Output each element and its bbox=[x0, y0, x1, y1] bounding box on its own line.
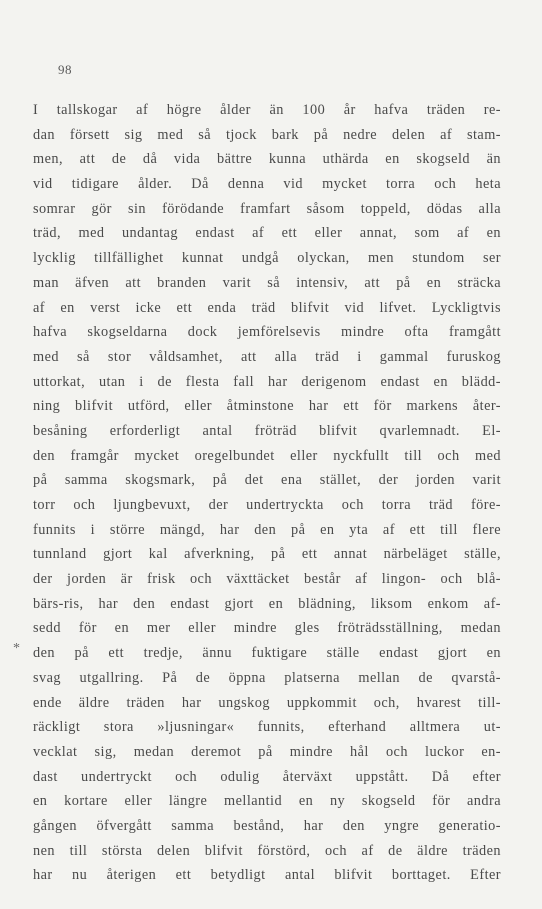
text-line: nen till största delen blifvit förstörd, och af de äldre träden bbox=[33, 842, 501, 859]
text-line: sedd för en mer eller mindre gles fröträdsställning, medan bbox=[33, 620, 501, 637]
text-line: gången öfvergått samma bestånd, har den yngre generatio- bbox=[33, 817, 501, 834]
text-line: den på ett tredje, ännu fuktigare ställe endast gjort en bbox=[33, 645, 501, 662]
text-line: svag utgallring. På de öppna platserna mellan de qvarstå- bbox=[33, 669, 501, 686]
margin-mark: * bbox=[13, 641, 20, 656]
text-line: vecklat sig, medan deremot på mindre hål och luckor en- bbox=[33, 743, 501, 760]
text-line: vid tidigare ålder. Då denna vid mycket torra och heta bbox=[33, 176, 501, 193]
body-text bbox=[33, 98, 501, 888]
page-number: 98 bbox=[58, 62, 72, 77]
text-line: I tallskogar af högre ålder än 100 år hafva träden re- bbox=[33, 102, 501, 118]
text-line: ning blifvit utförd, eller åtminstone har ett för markens åter- bbox=[33, 398, 501, 415]
text-line: på samma skogsmark, på det ena stället, der jorden varit bbox=[33, 472, 501, 489]
text-line: har nu återigen ett betydligt antal blifvit borttaget. Efter bbox=[33, 867, 501, 884]
text-line: bärs-ris, har den endast gjort en blädning, liksom enkom af- bbox=[33, 595, 501, 612]
text-line: der jorden är frisk och växttäcket består af lingon- och blå- bbox=[33, 571, 501, 588]
text-line: uttorkat, utan i de flesta fall har derigenom endast en blädd- bbox=[33, 373, 501, 390]
text-line: dan försett sig med så tjock bark på nedre delen af stam- bbox=[33, 126, 501, 143]
text-line: en kortare eller längre mellantid en ny skogseld för andra bbox=[33, 793, 501, 810]
text-line: besåning erforderligt antal fröträd blifvit qvarlemnadt. El- bbox=[33, 422, 501, 439]
text-line: ende äldre träden har ungskog uppkommit och, hvarest till- bbox=[33, 694, 501, 711]
text-line: lycklig tillfällighet kunnat undgå olyckan, men stundom ser bbox=[33, 250, 501, 267]
text-line: torr och ljungbevuxt, der undertryckta och torra träd före- bbox=[33, 497, 501, 513]
text-line: den framgår mycket oregelbundet eller nyckfullt till och med bbox=[33, 447, 501, 464]
text-line: hafva skogseldarna dock jemförelsevis mindre ofta framgått bbox=[33, 324, 501, 341]
text-line: träd, med undantag endast af ett eller annat, som af en bbox=[33, 225, 501, 242]
text-line: men, att de då vida bättre kunna uthärda en skogseld än bbox=[33, 151, 501, 168]
text-line: funnits i större mängd, har den på en yta af ett till flere bbox=[33, 521, 501, 538]
text-line: af en verst icke ett enda träd blifvit vid lifvet. Lyckligtvis bbox=[33, 299, 501, 316]
text-line: dast undertryckt och odulig återväxt uppstått. Då efter bbox=[33, 768, 501, 785]
text-line: med så stor våldsamhet, att alla träd i gammal furuskog bbox=[33, 348, 501, 365]
text-line: somrar gör sin förödande framfart såsom toppeld, dödas alla bbox=[33, 200, 501, 217]
text-line: man äfven att branden varit så intensiv, att på en sträcka bbox=[33, 274, 501, 291]
text-line: tunnland gjort kal afverkning, på ett annat närbeläget ställe, bbox=[33, 546, 501, 563]
text-line: räckligt stora »ljusningar« funnits, efterhand alltmera ut- bbox=[33, 719, 501, 736]
